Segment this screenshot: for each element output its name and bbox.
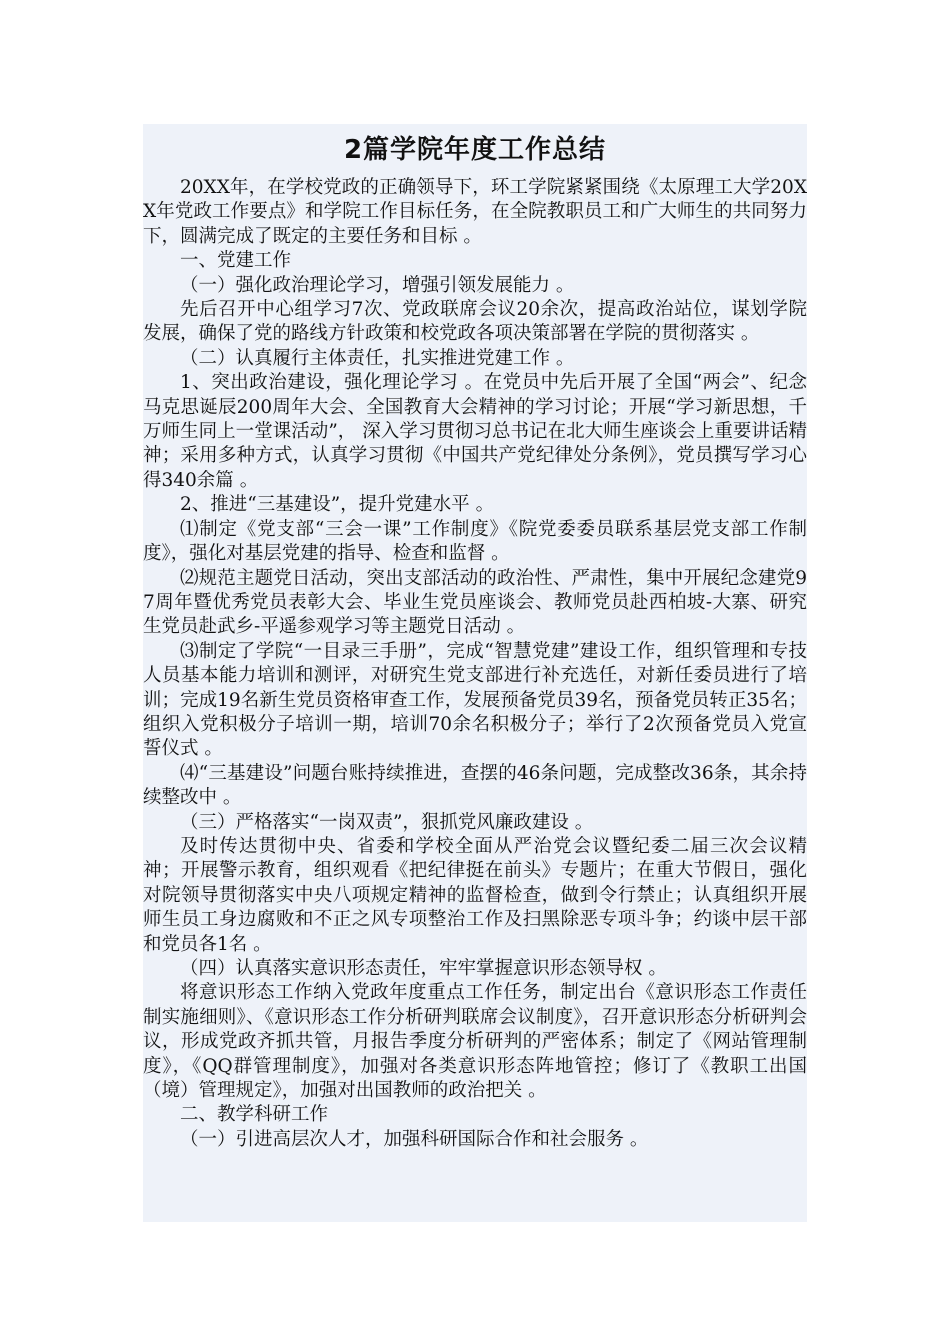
body-paragraph: 先后召开中心组学习7次、党政联席会议20余次，提高政治站位，谋划学院发展，确保了党的路线方针政策和校党政各项决策部署在学院的贯彻落实 。 xyxy=(143,299,807,345)
item-heading: 2、推进“三基建设”，提升党建水平 。 xyxy=(180,494,495,516)
list-item: ⑴制定《党支部“三会一课”工作制度》《院党委委员联系基层党支部工作制度》，强化对基层党建的指导、检查和监督 。 xyxy=(143,518,807,565)
subsection-heading-3: （三）严格落实“一岗双责”，狠抓党风廉政建设 。 xyxy=(180,811,594,833)
list-item: ⑵规范主题党日活动，突出支部活动的政治性、严肃性，集中开展纪念建党97周年暨优秀党员表彰大会、毕业生党员座谈会、教师党员赴西柏坡-大寨、研究生党员赴武乡-平遥参观学习等主题党日活动 。 xyxy=(143,567,807,638)
subsection-heading-1: （一）引进高层次人才，加强科研国际合作和社会服务 。 xyxy=(180,1128,649,1150)
list-item: ⑶制定了学院“一目录三手册”，完成“智慧党建”建设工作，组织管理和专技人员基本能力培训和测评，对研究生党支部进行补充选任，对新任委员进行了培训；完成19名新生党员资格审查工作，发展预备党员39名，预备党员转正35名；组织入党积极分子培训一期，培训70余名积极分子；举行了2次预备党员入党宣誓仪式 。 xyxy=(143,640,807,760)
body-paragraph: 1、突出政治建设，强化理论学习 。在党员中先后开展了全国“两会”、纪念马克思诞辰200周年大会、全国教育大会精神的学习讨论；开展“学习新思想，千万师生同上一堂课活动”， 深入学习贯彻习总书记在北大师生座谈会上重要讲话精神；采用多种方式，认真学习贯彻《中国共产党纪律处分条例》，党员撰写学习心得340余篇 。 xyxy=(143,372,807,491)
body-paragraph: 将意识形态工作纳入党政年度重点工作任务，制定出台《意识形态工作责任制实施细则》、《意识形态工作分析研判联席会议制度》，召开意识形态分析研判会议，形成党政齐抓共管，月报告季度分析研判的严密体系；制定了《网站管理制度》，《QQ群管理制度》，加强对各类意识形态阵地管控；修订了《教职工出国（境）管理规定》，加强对出国教师的政治把关 。 xyxy=(143,982,807,1102)
intro-paragraph: 20XX年，在学校党政的正确领导下，环工学院紧紧围绕《太原理工大学20XX年党政工作要点》和学院工作目标任务，在全院教职员工和广大师生的共同努力下，圆满完成了既定的主要任务和目标 。 xyxy=(143,177,807,247)
subsection-heading-1: （一）强化政治理论学习，增强引领发展能力 。 xyxy=(180,274,575,296)
list-item: ⑷“三基建设”问题台账持续推进，查摆的46条问题，完成整改36条，其余持续整改中 。 xyxy=(143,762,807,809)
section-heading-party-building: 一、党建工作 xyxy=(180,250,292,272)
document-body xyxy=(143,176,807,1152)
subsection-heading-2: （二）认真履行主体责任，扎实推进党建工作 。 xyxy=(180,347,575,369)
section-heading-teaching-research: 二、教学科研工作 xyxy=(180,1104,329,1126)
body-paragraph: 及时传达贯彻中央、省委和学校全面从严治党会议暨纪委二届三次会议精神；开展警示教育，组织观看《把纪律挺在前头》专题片；在重大节假日，强化对院领导贯彻落实中央八项规定精神的监督检查，做到令行禁止；认真组织开展师生员工身边腐败和不正之风专项整治工作及扫黑除恶专项斗争；约谈中层干部和党员各1名 。 xyxy=(143,835,807,955)
document-page xyxy=(143,124,807,1222)
document-title: 2篇学院年度工作总结 xyxy=(343,135,607,165)
subsection-heading-4: （四）认真落实意识形态责任，牢牢掌握意识形态领导权 。 xyxy=(180,958,667,979)
